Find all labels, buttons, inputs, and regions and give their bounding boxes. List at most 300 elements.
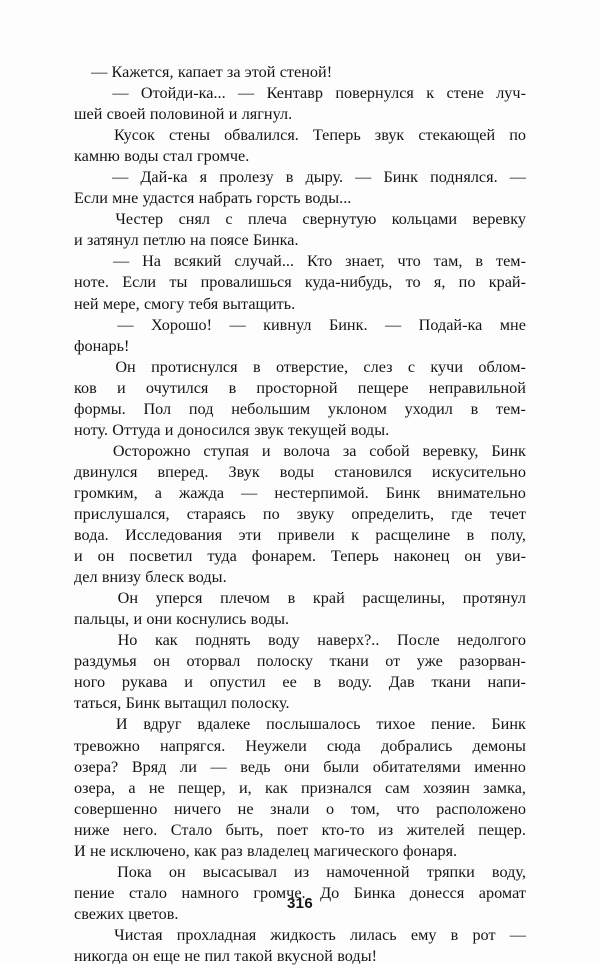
word: не	[148, 778, 165, 797]
word: там,	[433, 252, 463, 271]
word: мне	[499, 315, 526, 334]
word: привели	[277, 526, 335, 545]
word: —	[509, 925, 526, 944]
word: сам	[384, 778, 410, 797]
word: кольцами	[391, 210, 458, 229]
word: и	[117, 378, 126, 397]
word: волоча	[283, 441, 330, 460]
word: воду.	[337, 673, 372, 692]
paragraph	[74, 714, 526, 861]
word: что	[396, 799, 420, 818]
word: опустил	[209, 673, 266, 692]
word: пещер,	[177, 778, 226, 797]
text-line	[74, 862, 526, 883]
word: наверх?..	[317, 631, 380, 650]
word: уклоном	[327, 399, 387, 418]
word: донесся	[409, 883, 465, 902]
word: знает,	[345, 252, 385, 271]
word: стене	[446, 84, 484, 103]
word: полу,	[490, 526, 526, 545]
word: полоску	[256, 652, 314, 671]
word: аромат	[478, 883, 526, 902]
text-line	[74, 399, 526, 420]
text-line	[74, 504, 526, 525]
word: Исследования	[125, 526, 223, 545]
word: Бинк.	[328, 315, 368, 334]
word: уже	[416, 652, 443, 671]
word: громким,	[74, 483, 138, 502]
word: именно	[474, 757, 526, 776]
text-line: ней мере, смогу тебя вытащить.	[74, 294, 296, 313]
text-line	[74, 925, 526, 946]
word: я	[199, 168, 208, 187]
word: прохладная	[176, 925, 257, 944]
word: Бинка	[353, 883, 396, 902]
word: уви-	[496, 547, 526, 566]
word: а	[154, 483, 162, 502]
word: под	[188, 399, 214, 418]
word: из	[378, 820, 394, 839]
word: признался	[300, 778, 372, 797]
word: собой	[369, 441, 410, 460]
word: высасывал	[202, 862, 277, 881]
paragraph-indent	[74, 630, 100, 651]
paragraph	[74, 588, 526, 630]
word: пение.	[431, 715, 476, 734]
word: как	[154, 631, 178, 650]
word: ного	[74, 673, 106, 692]
paragraph-indent	[74, 588, 100, 609]
word: повернулся	[335, 84, 414, 103]
text-line	[74, 525, 526, 546]
word: —	[112, 84, 129, 103]
word: Осторожно	[112, 441, 191, 460]
word: расположено	[436, 799, 526, 818]
word: тем-	[495, 399, 526, 418]
word: вперед.	[157, 462, 209, 481]
paragraph	[74, 209, 526, 251]
word: напи-	[487, 673, 526, 692]
word: в	[450, 925, 459, 944]
word: где	[451, 504, 473, 523]
word: искусительно	[431, 462, 526, 481]
word: в	[228, 378, 237, 397]
word: отверстие,	[275, 357, 349, 376]
word: озера,	[74, 778, 116, 797]
word: звуку	[296, 504, 335, 523]
text-line	[74, 378, 526, 399]
word: фонарем.	[251, 547, 316, 566]
word: и	[184, 673, 193, 692]
word: к	[351, 526, 359, 545]
word: вода.	[74, 526, 109, 545]
word: от	[385, 652, 401, 671]
word: расщелины,	[362, 589, 446, 608]
word: уходил	[404, 399, 453, 418]
word: Чистая	[114, 925, 163, 944]
word: И	[115, 715, 128, 734]
word: ничего	[173, 799, 222, 818]
word: Если	[122, 273, 157, 292]
word: сюда	[326, 736, 361, 755]
word: всякий	[173, 252, 222, 271]
word: воды	[279, 462, 315, 481]
word: тем-	[496, 252, 526, 271]
word: он	[97, 547, 115, 566]
text-line	[74, 630, 526, 651]
text-line	[74, 357, 526, 378]
text-line	[74, 799, 526, 820]
word: ступая	[203, 441, 249, 460]
paragraph	[74, 315, 526, 357]
word: Кентавр	[266, 84, 323, 103]
word: стены	[168, 126, 211, 145]
word: Честер	[115, 210, 164, 229]
word: и,	[239, 778, 252, 797]
word: лилась	[350, 925, 397, 944]
word: —	[509, 168, 526, 187]
word: знали	[270, 799, 310, 818]
text-line: никогда он еще не пил такой вкусной воды!	[74, 946, 377, 965]
word: туда	[207, 547, 237, 566]
text-line	[74, 546, 526, 567]
word: Он	[117, 589, 139, 608]
word: недолгого	[457, 631, 526, 650]
paragraph	[74, 925, 526, 967]
word: —	[384, 315, 402, 334]
word: Бинк	[491, 441, 526, 460]
word: ниже	[74, 820, 110, 839]
word: Теперь	[312, 126, 361, 145]
word: озера?	[74, 757, 119, 776]
word: обитателями	[372, 757, 461, 776]
word: уперся	[155, 589, 203, 608]
word: провалишься	[200, 273, 292, 292]
text-line	[74, 209, 526, 230]
word: расщелине	[375, 526, 451, 545]
word: поднялся.	[430, 168, 498, 187]
paragraph	[74, 83, 526, 125]
word: обвалился.	[224, 126, 299, 145]
word: Кто	[307, 252, 333, 271]
word: формы.	[74, 399, 126, 418]
word: кивнул	[263, 315, 312, 334]
word: прислушался,	[74, 504, 170, 523]
word: он	[168, 862, 186, 881]
word: стало	[128, 883, 168, 902]
text-line	[74, 651, 526, 672]
word: течет	[489, 504, 526, 523]
word: по	[458, 273, 476, 292]
word: Неужели	[245, 736, 307, 755]
word: край-	[488, 273, 526, 292]
paragraph-indent	[74, 251, 100, 272]
word: нестерпимой.	[274, 483, 369, 502]
word: они	[284, 757, 310, 776]
word: были	[323, 757, 360, 776]
text-line: фонарь!	[74, 336, 130, 355]
word: за	[342, 441, 357, 460]
paragraph-indent	[74, 125, 100, 146]
word: жажда	[179, 483, 225, 502]
word: намоченной	[326, 862, 410, 881]
word: —	[241, 483, 258, 502]
word: Отойди-ка...	[140, 84, 226, 103]
word: —	[229, 315, 246, 334]
word: пещере	[357, 378, 409, 397]
word: из	[294, 862, 310, 881]
word: Бинк	[491, 715, 526, 734]
word: определить,	[351, 504, 435, 523]
text-line: свежих цветов.	[74, 904, 179, 923]
word: двинулся	[74, 462, 138, 481]
text-line: камню воды стал громче.	[74, 147, 250, 166]
word: снял	[178, 210, 211, 229]
paragraph-indent	[74, 315, 100, 336]
word: о	[325, 799, 335, 818]
word: наконец	[393, 547, 450, 566]
word: стараясь	[186, 504, 246, 523]
word: по	[509, 126, 526, 145]
text-line	[74, 83, 526, 104]
word: оторвал	[186, 652, 241, 671]
word: куда-нибудь,	[304, 273, 393, 292]
word: него.	[123, 820, 158, 839]
word: разорван-	[459, 652, 526, 671]
word: неправильной	[428, 378, 526, 397]
text-line	[74, 672, 526, 693]
text-line: ноту. Оттуда и доносился звук текущей воды.	[74, 420, 390, 439]
word: очутился	[145, 378, 209, 397]
word: край	[312, 589, 345, 608]
paragraph-indent	[74, 209, 100, 230]
word: протиснулся	[151, 357, 238, 376]
word: я,	[433, 273, 446, 292]
paragraph	[74, 167, 526, 209]
word: послышалось	[266, 715, 361, 734]
word: Хорошо!	[151, 315, 213, 334]
word: —	[112, 252, 130, 271]
word: Кусок	[114, 126, 155, 145]
word: становился	[334, 462, 412, 481]
text-line	[74, 272, 526, 293]
text-line	[74, 462, 526, 483]
word: вдруг	[143, 715, 182, 734]
word: ков	[74, 378, 97, 397]
word: рот	[472, 925, 496, 944]
text-line	[74, 588, 526, 609]
word: рукава	[121, 673, 168, 692]
word: тихое	[376, 715, 416, 734]
word: пещер.	[478, 820, 526, 839]
word: Вряд	[131, 757, 167, 776]
word: хозяин	[423, 778, 470, 797]
word: звук	[374, 126, 405, 145]
text-line: — Кажется, капает за этой стеной!	[74, 63, 333, 81]
word: пролезу	[219, 168, 274, 187]
word: по	[262, 504, 280, 523]
paragraph-indent	[74, 357, 100, 378]
text-line	[74, 757, 526, 778]
word: свернутую	[302, 210, 377, 229]
word: Но	[117, 631, 138, 650]
word: демоны	[472, 736, 526, 755]
word: громче.	[253, 883, 306, 902]
word: замка,	[483, 778, 526, 797]
text-line	[74, 251, 526, 272]
word: к	[426, 84, 435, 103]
word: в	[313, 673, 322, 692]
word: —	[238, 84, 255, 103]
text-line: И не исключено, как раз владелец магического фонаря.	[74, 841, 458, 860]
word: слез	[363, 357, 393, 376]
text-line	[74, 315, 526, 336]
word: в	[285, 168, 294, 187]
word: ли	[180, 757, 197, 776]
paragraph-indent	[74, 714, 100, 735]
word: ноте.	[74, 273, 109, 292]
word: веревку,	[422, 441, 479, 460]
text-line	[74, 125, 526, 146]
word: кто-то	[321, 820, 365, 839]
word: воду	[268, 631, 300, 650]
word: Дай-ка	[140, 168, 188, 187]
word: ткани	[431, 673, 471, 692]
paragraph-indent	[74, 862, 100, 883]
word: —	[210, 757, 227, 776]
word: Пол	[143, 399, 172, 418]
word: протянул	[462, 589, 526, 608]
text-line: дел внизу блеск воды.	[74, 568, 227, 587]
word: ведь	[240, 757, 271, 776]
text-line	[74, 778, 526, 799]
word: вдалеке	[197, 715, 251, 734]
word: Звук	[228, 462, 260, 481]
paragraph-indent	[74, 441, 100, 462]
word: то	[405, 273, 421, 292]
paragraph	[74, 357, 526, 441]
page-text-block	[74, 62, 526, 967]
word: как	[265, 778, 288, 797]
word: в	[475, 252, 484, 271]
word: и	[261, 441, 271, 460]
word: напрягся.	[159, 736, 226, 755]
word: тряпки	[426, 862, 475, 881]
word: и	[74, 547, 83, 566]
word: ее	[282, 673, 297, 692]
word: Бинк	[385, 483, 421, 502]
word: посветил	[129, 547, 193, 566]
text-line	[74, 167, 526, 188]
word: совершенно	[74, 799, 158, 818]
word: в	[470, 399, 479, 418]
word: том,	[350, 799, 380, 818]
word: эти	[238, 526, 262, 545]
word: жидкость	[270, 925, 336, 944]
word: в	[252, 357, 261, 376]
word: а	[128, 778, 136, 797]
word: что	[397, 252, 421, 271]
word: просторной	[256, 378, 338, 397]
word: поднять	[195, 631, 251, 650]
paragraph	[74, 441, 526, 588]
word: не	[237, 799, 254, 818]
paragraph	[74, 630, 526, 714]
paragraph-indent	[74, 925, 100, 946]
word: быть,	[225, 820, 264, 839]
word: На	[142, 252, 162, 271]
word: добрались	[380, 736, 453, 755]
word: —	[355, 168, 372, 187]
word: Дав	[388, 673, 415, 692]
word: тревожно	[74, 736, 140, 755]
word: ткани	[329, 652, 369, 671]
text-line: пальцы, и они коснулись воды.	[74, 610, 290, 629]
word: Подай-ка	[418, 315, 483, 334]
text-line	[74, 483, 526, 504]
word: Теперь	[330, 547, 379, 566]
word: небольшим	[231, 399, 311, 418]
text-line: Если мне удастся набрать горсть воды...	[74, 189, 352, 208]
text-line	[74, 441, 526, 462]
text-line	[74, 736, 526, 757]
paragraph-indent	[74, 167, 100, 188]
word: кучи	[430, 357, 464, 376]
word: пение	[74, 883, 115, 902]
word: —	[112, 168, 129, 187]
text-line: и затянул петлю на поясе Бинка.	[74, 231, 299, 250]
word: раздумья	[74, 652, 137, 671]
paragraph	[74, 62, 526, 83]
word: в	[287, 589, 296, 608]
word: жителей	[406, 820, 465, 839]
word: внимательно	[437, 483, 526, 502]
word: с	[225, 210, 233, 229]
word: —	[117, 315, 134, 334]
word: воду,	[491, 862, 526, 881]
paragraph-indent	[74, 83, 100, 104]
word: веревку	[472, 210, 526, 229]
page-number: 316	[287, 895, 313, 912]
word: луч-	[496, 84, 526, 103]
word: Он	[115, 357, 136, 376]
word: ты	[169, 273, 188, 292]
word: плеча	[248, 210, 287, 229]
word: намного	[181, 883, 239, 902]
word: Пока	[117, 862, 152, 881]
word: До	[320, 883, 340, 902]
word: поет	[276, 820, 309, 839]
text-line	[74, 714, 526, 735]
word: он	[153, 652, 170, 671]
word: плечом	[220, 589, 270, 608]
word: в	[466, 526, 475, 545]
paragraph	[74, 251, 526, 314]
word: Стало	[170, 820, 213, 839]
text-line	[74, 820, 526, 841]
text-line: таться, Бинк вытащил полоску.	[74, 694, 290, 713]
word: с	[407, 357, 416, 376]
word: стекающей	[418, 126, 496, 145]
paragraph	[74, 125, 526, 167]
word: случай...	[234, 252, 295, 271]
word: облом-	[478, 357, 526, 376]
text-line: шей своей половиной и лягнул.	[74, 105, 293, 124]
word: ему	[410, 925, 437, 944]
paragraph	[74, 862, 526, 925]
word: Бинк	[383, 168, 419, 187]
word: он	[464, 547, 482, 566]
